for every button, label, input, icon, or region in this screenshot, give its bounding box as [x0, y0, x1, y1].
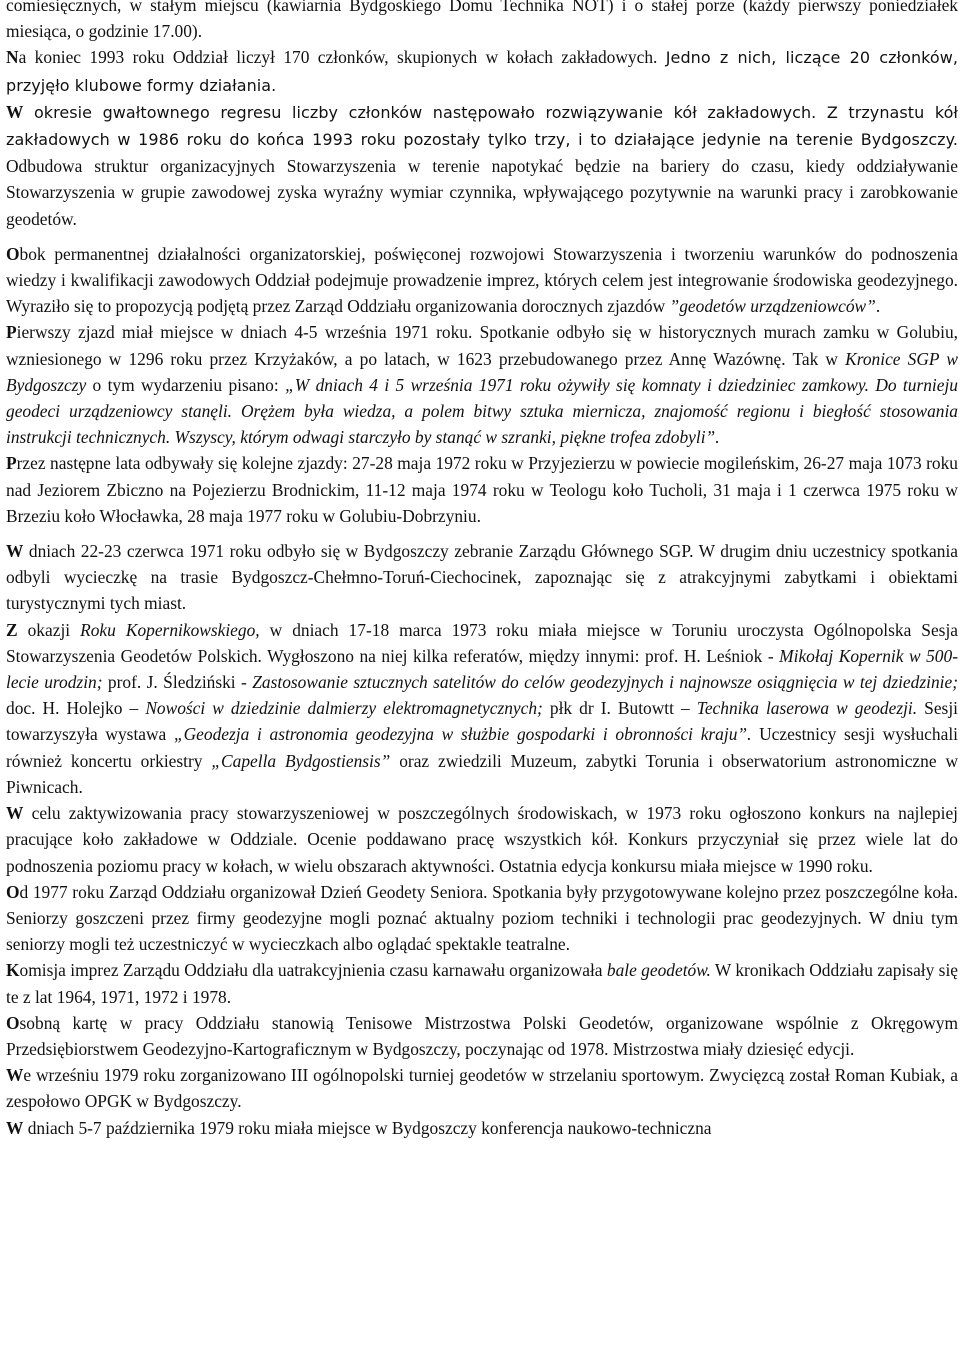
- text-run: .: [875, 296, 881, 317]
- text-run: W kronikach Oddziału zapisały się te z lat 1964, 1971, 1972 i 1978.: [6, 960, 958, 1007]
- text-run-sans: okresie gwałtownego regresu liczby członków następowało rozwiązywanie kół zakładowych.: [23, 102, 817, 122]
- paragraph-14: [6, 1115, 958, 1141]
- paragraph-13: [6, 1062, 958, 1114]
- text-run: dniach 5-7 października 1979 roku miała miejsce w Bydgoszczy konferencja naukowo-techniczna: [23, 1117, 712, 1138]
- text-run-italic: Kronice SGP w Bydgoszczy: [6, 348, 958, 395]
- paragraph-10: [6, 879, 958, 958]
- text-run-italic: Technika laserowa w geodezji.: [696, 698, 918, 719]
- text-run: d 1977 roku Zarząd Oddziału organizował Dzień Geodety Seniora. Spotkania były przygotowywane kolejno przez poszczególne koła. Seniorzy goszczeni przez firmy geodezyjne mogli poznać aktualny poziom techniki i technologii prac geodezyjnych. W dniu tym seniorzy mogli też uczestniczyć w wycieczkach albo oglądać spektakle teatralne.: [6, 881, 958, 955]
- text-run-italic: Mikołaj Kopernik w 500-lecie urodzin;: [6, 645, 958, 693]
- drop-letter: O: [6, 881, 20, 902]
- drop-letter: W: [6, 541, 24, 562]
- paragraph-9: [6, 800, 958, 879]
- paragraph-7: [6, 538, 958, 617]
- text-run: sobną kartę w pracy Oddziału stanowią Tenisowe Mistrzostwa Polski Geodetów, organizowane wspólnie z Okręgowym Przedsiębiorstwem Geodezyjno-Kartograficznym w Bydgoszczy, poczynając od 1978. Mistrzostwa miały dziesięć edycji.: [6, 1012, 958, 1059]
- text-run-italic: „Capella Bydgostiensis”: [211, 750, 391, 771]
- document-page: [6, 0, 958, 1141]
- text-run-italic: Zastosowanie sztucznych satelitów do celów geodezyjnych i najnowsze osiągnięcia w tej dziedzinie;: [252, 672, 958, 693]
- paragraph-6: [6, 450, 958, 529]
- drop-letter: O: [6, 1012, 20, 1033]
- text-run: płk dr I. Butowtt –: [542, 698, 697, 719]
- paragraph-4: [6, 241, 958, 320]
- drop-letter: O: [6, 243, 20, 264]
- paragraph-1: [6, 0, 958, 44]
- text-run-italic: Nowości w dziedzinie dalmierzy elektromagnetycznych;: [145, 698, 543, 719]
- text-run: prof. J. Śledziński -: [102, 672, 253, 693]
- drop-letter: Z: [6, 619, 18, 640]
- paragraph-3: [6, 99, 958, 232]
- quote-italic: „W dniach 4 i 5 września 1971 roku ożywiły się komnaty i dziedziniec zamkowy. Do turnieju geodeci urządzeniowcy stanęli. Orężem była wiedza, a polem bitwy sztuka miernicza, znajomość regionu i biegłość stosowania instrukcji technicznych. Wszyscy, którym odwagi starczyło by stanąć w szranki, piękne trofea zdobyli”.: [6, 374, 959, 448]
- text-run: ierwszy zjazd miał miejsce w dniach 4-5 września 1971 roku. Spotkanie odbyło się w historycznych murach zamku w Golubiu, wzniesionego w 1296 roku przez Krzyżaków, a po latach, w 1623 przebudowanego przez Annę Wazównę. Tak w: [6, 322, 958, 369]
- text-run: omisja imprez Zarządu Oddziału dla uatrakcyjnienia czasu karnawału organizowała: [19, 960, 607, 981]
- paragraph-8: [6, 617, 958, 800]
- drop-letter: N: [6, 47, 19, 68]
- text-run: dniach 22-23 czerwca 1971 roku odbyło się w Bydgoszczy zebranie Zarządu Głównego SGP. W drugim dniu uczestnicy spotkania odbyli wycieczkę na trasie Bydgoszcz-Chełmno-Toruń-Ciechocinek, zapoznając się z atrakcyjnymi zabytkami i obiektami turystycznymi tych miast.: [6, 541, 958, 614]
- text-run: Odbudowa struktur organizacyjnych Stowarzyszenia w terenie napotykać będzie na bariery do czasu, kiedy oddziaływanie Stowarzyszenia w grupie zawodowej zyska wyraźny wymiar czynnika, wpływającego pozytywnie na warunki pracy i zarobkowanie geodetów.: [6, 156, 958, 229]
- text-run-italic: „Geodezja i astronomia geodezyjna w służbie gospodarki i obronności kraju”.: [173, 724, 752, 745]
- text-run: comiesięcznych, w stałym miejscu (kawiarnia Bydgoskiego Domu Technika NOT) i o stałej porze (każdy pierwszy poniedziałek miesiąca, o godzinie 17.00).: [6, 0, 958, 42]
- text-run: Sesji towarzyszyła wystawa: [6, 698, 958, 745]
- text-run: okazji: [17, 619, 81, 640]
- text-run-italic: Roku Kopernikowskiego,: [80, 619, 260, 640]
- text-run: a koniec 1993 roku Oddział liczył 170 członków, skupionych w kołach zakładowych.: [18, 47, 666, 68]
- text-run: celu zaktywizowania pracy stowarzyszeniowej w poszczególnych środowiskach, w 1973 roku ogłoszono konkurs na najlepiej pracujące koło zakładowe w Oddziale. Ocenie poddawano pracę wszystkich kół. Konkurs przyczyniał się przez wiele lat do podnoszenia poziomu pracy w kołach, w wielu obszarach aktywności. Ostatnia edycja konkursu miała miejsce w 1990 roku.: [6, 803, 958, 876]
- drop-letter: W: [6, 803, 24, 824]
- text-run: rzez następne lata odbywały się kolejne zjazdy: 27-28 maja 1972 roku w Przyjezierzu w powiecie mogileńskim, 26-27 maja 1073 roku nad Jeziorem Zbiczno na Pojezierzu Brodnickim, 11-12 maja 1974 roku w Teologu koło Tucholi, 31 maja i 1 czerwca 1975 roku w Brzeziu koło Włocławka, 28 maja 1977 roku w Golubiu-Dobrzyniu.: [6, 453, 958, 526]
- drop-letter: W: [6, 1065, 24, 1086]
- drop-letter: P: [6, 453, 17, 474]
- text-run: e wrześniu 1979 roku zorganizowano III ogólnopolski turniej geodetów w strzelaniu sportowym. Zwycięzcą został Roman Kubiak, a zespołowo OPGK w Bydgoszczy.: [6, 1065, 958, 1112]
- text-run-italic: bale geodetów.: [606, 960, 711, 981]
- text-run: Uczestnicy sesji wysłuchali również koncertu orkiestry: [6, 724, 958, 771]
- text-run: oraz zwiedzili Muzeum, zabytki Torunia i obserwatorium astronomiczne w Piwnicach.: [6, 750, 959, 797]
- text-run-sans: Jedno z nich, liczące 20 członków, przyjęło klubowe formy działania.: [6, 48, 959, 95]
- text-run: w dniach 17-18 marca 1973 roku miała miejsce w Toruniu uroczysta Ogólnopolska Sesja Stowarzyszenia Geodetów Polskich. Wygłoszono na niej kilka referatów, między innymi: prof. H. Leśniok -: [6, 619, 959, 666]
- text-run-sans: Z trzynastu kół zakładowych w 1986 roku do końca 1993 roku pozostały tylko trzy, i to działające jedynie na terenie Bydgoszczy.: [6, 102, 959, 150]
- text-run: o tym wydarzeniu pisano:: [86, 374, 286, 395]
- text-run: doc. H. Holejko –: [6, 698, 146, 719]
- drop-letter: W: [6, 101, 24, 122]
- text-run-italic: ”geodetów urządzeniowców”: [669, 296, 876, 317]
- text-run: bok permanentnej działalności organizatorskiej, poświęconej rozwojowi Stowarzyszenia i tworzeniu warunków do podnoszenia wiedzy i kwalifikacji zawodowych Oddział podejmuje prowadzenie imprez, których celem jest integrowanie środowiska geodezyjnego. Wyraziło się to propozycją podjętą przez Zarząd Oddziału organizowania dorocznych zjazdów: [6, 243, 958, 317]
- paragraph-5: [6, 319, 958, 450]
- drop-letter: P: [6, 322, 17, 343]
- paragraph-11: [6, 957, 958, 1009]
- drop-letter: K: [6, 960, 20, 981]
- drop-letter: W: [6, 1117, 24, 1138]
- paragraph-12: [6, 1010, 958, 1062]
- paragraph-2: [6, 44, 958, 98]
